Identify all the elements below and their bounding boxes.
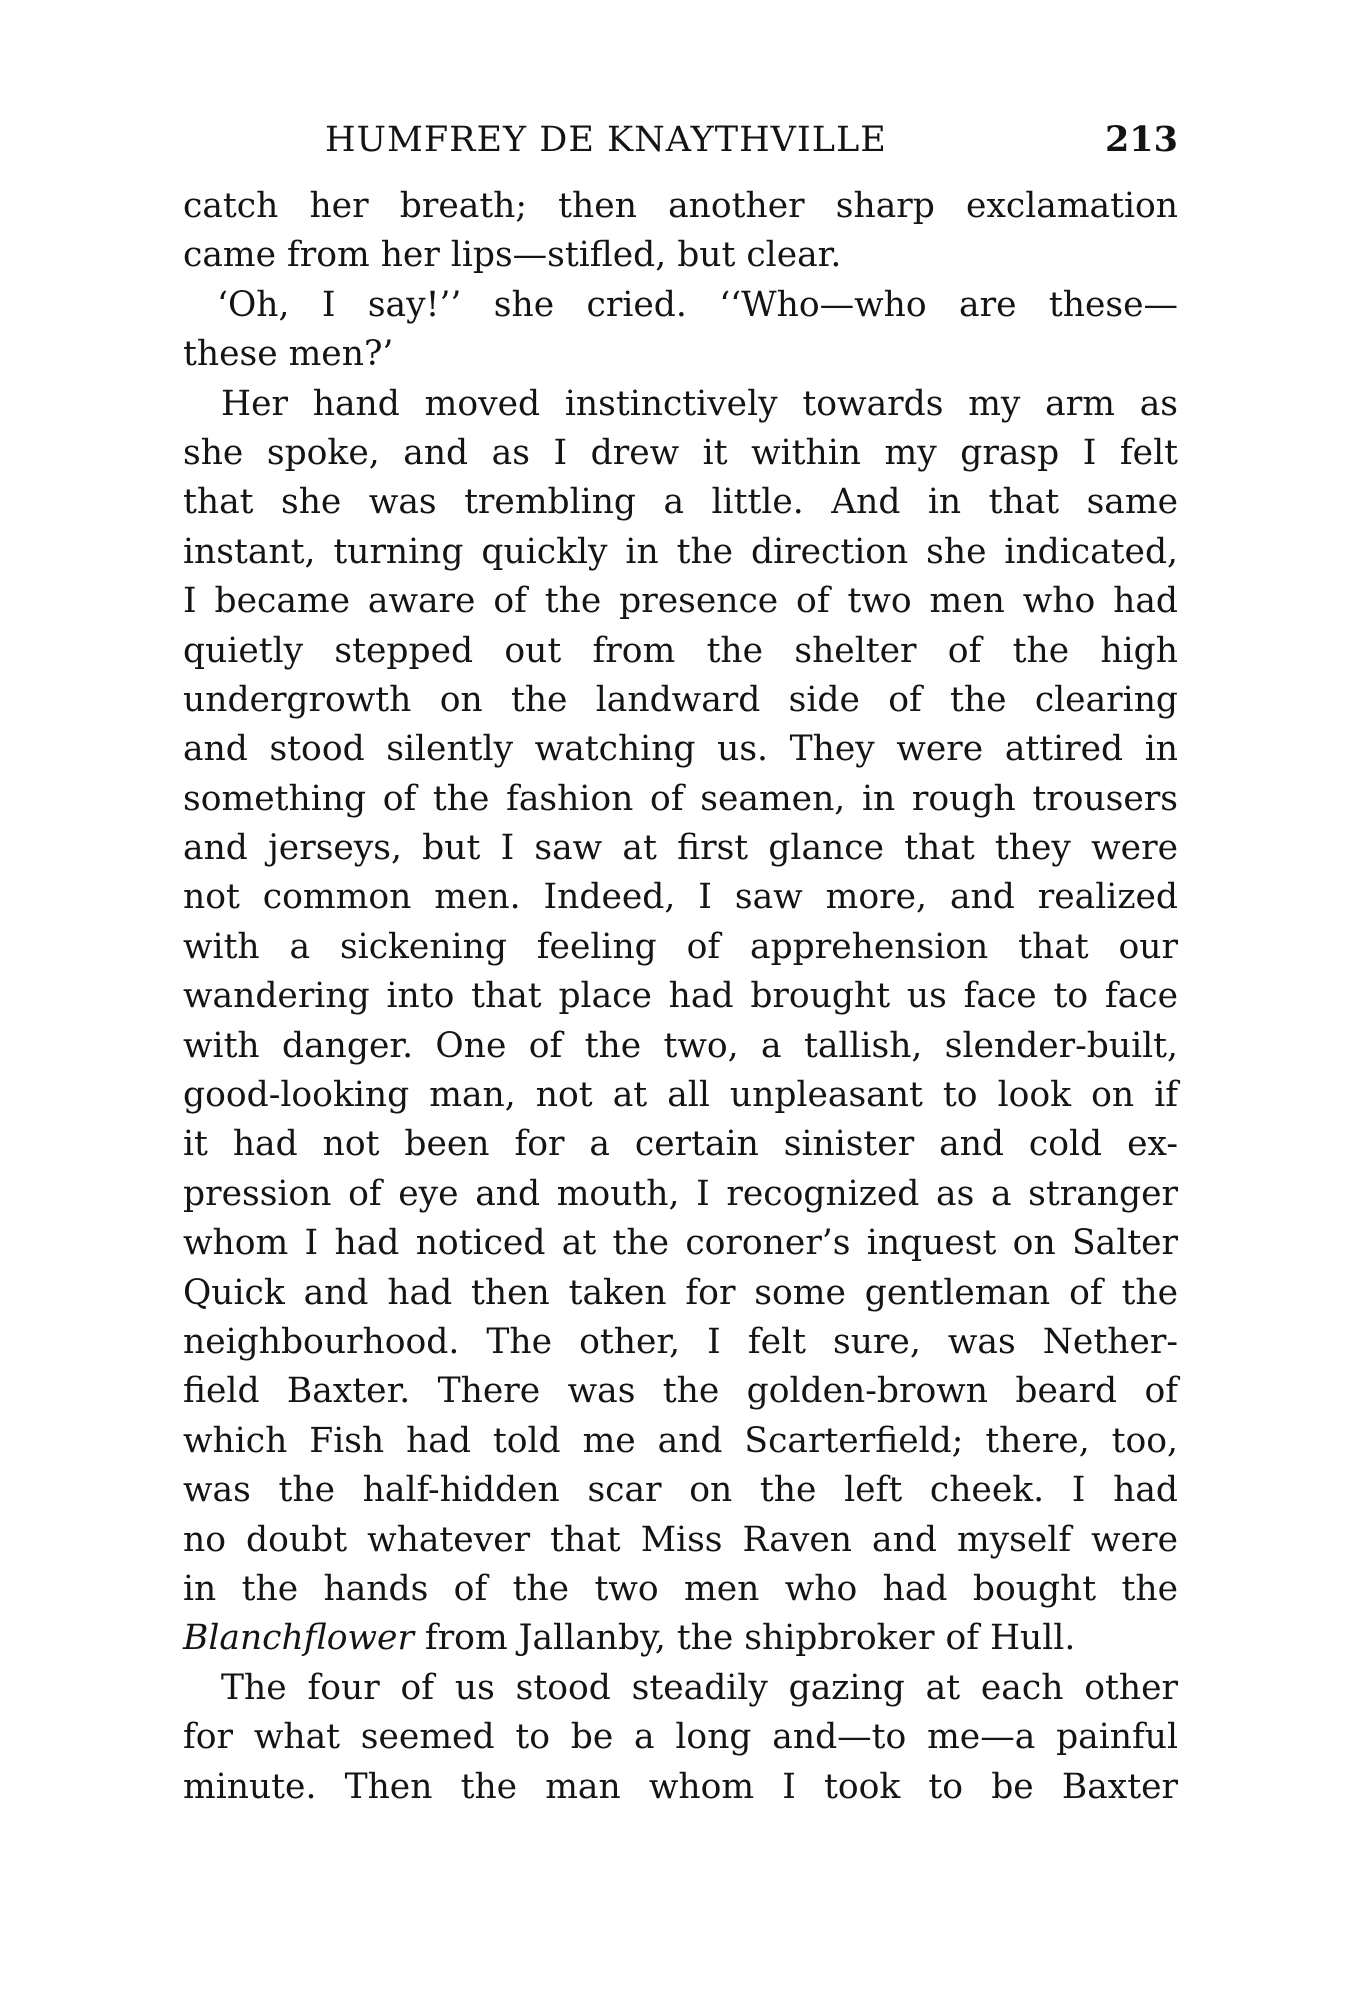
text-line: undergrowth on the landward side of the clearing — [183, 679, 1178, 720]
ship-name: Blanchflower — [183, 1618, 414, 1659]
text-line: The four of us stood steadily gazing at each other — [221, 1667, 1178, 1708]
text-line: and stood silently watching us. They were attired in — [183, 729, 1178, 770]
text-line: Quick and had then taken for some gentleman of the — [183, 1272, 1178, 1313]
text-line: not common men. Indeed, I saw more, and realized — [183, 877, 1178, 918]
text-line-rest: from Jallanby, the shipbroker of Hull. — [413, 1618, 1076, 1659]
text-line: minute. Then the man whom I took to be Baxter — [183, 1766, 1178, 1807]
text-line: with a sickening feeling of apprehension that our — [183, 926, 1178, 967]
text-line: I became aware of the presence of two men who had — [183, 581, 1178, 622]
text-line: something of the fashion of seamen, in rough trousers — [183, 778, 1178, 819]
body-text — [183, 182, 1178, 1812]
text-line: in the hands of the two men who had bought the — [183, 1568, 1178, 1609]
text-line: no doubt whatever that Miss Raven and myself were — [183, 1519, 1178, 1560]
text-line: good-looking man, not at all unpleasant to look on if — [183, 1075, 1178, 1116]
text-line: field Baxter. There was the golden-brown beard of — [183, 1371, 1178, 1412]
running-head — [183, 108, 1178, 160]
text-line: wandering into that place had brought us face to face — [183, 976, 1178, 1017]
page-number: 213 — [1104, 119, 1178, 160]
text-line: for what seemed to be a long and—to me—a painful — [183, 1717, 1178, 1758]
text-line: and jerseys, but I saw at first glance that they were — [183, 828, 1178, 869]
text-line — [183, 1614, 1178, 1663]
text-line: it had not been for a certain sinister and cold ex- — [183, 1124, 1178, 1165]
text-line: instant, turning quickly in the direction she indicated, — [183, 531, 1178, 572]
book-page — [183, 108, 1178, 1812]
text-line: ‘Oh, I say!’’ she cried. ‘‘Who—who are these— — [217, 284, 1178, 325]
running-title: HUMFREY DE KNAYTHVILLE — [325, 120, 887, 160]
text-line: neighbourhood. The other, I felt sure, was Nether- — [183, 1321, 1178, 1362]
text-line: quietly stepped out from the shelter of the high — [183, 630, 1178, 671]
text-line: was the half-hidden scar on the left cheek. I had — [183, 1470, 1178, 1511]
text-line: which Fish had told me and Scarterfield; there, too, — [183, 1420, 1178, 1461]
text-line: these men?’ — [183, 334, 394, 375]
text-line: whom I had noticed at the coroner’s inquest on Salter — [183, 1223, 1178, 1264]
text-line: she spoke, and as I drew it within my grasp I felt — [183, 432, 1178, 473]
text-line: Her hand moved instinctively towards my arm as — [221, 383, 1178, 424]
text-line: catch her breath; then another sharp exclamation — [183, 186, 1178, 226]
text-line: pression of eye and mouth, I recognized as a stranger — [183, 1173, 1178, 1214]
text-line: that she was trembling a little. And in that same — [183, 482, 1178, 523]
text-line: came from her lips—stifled, but clear. — [183, 235, 842, 276]
text-line: with danger. One of the two, a tallish, slender-built, — [183, 1025, 1178, 1066]
